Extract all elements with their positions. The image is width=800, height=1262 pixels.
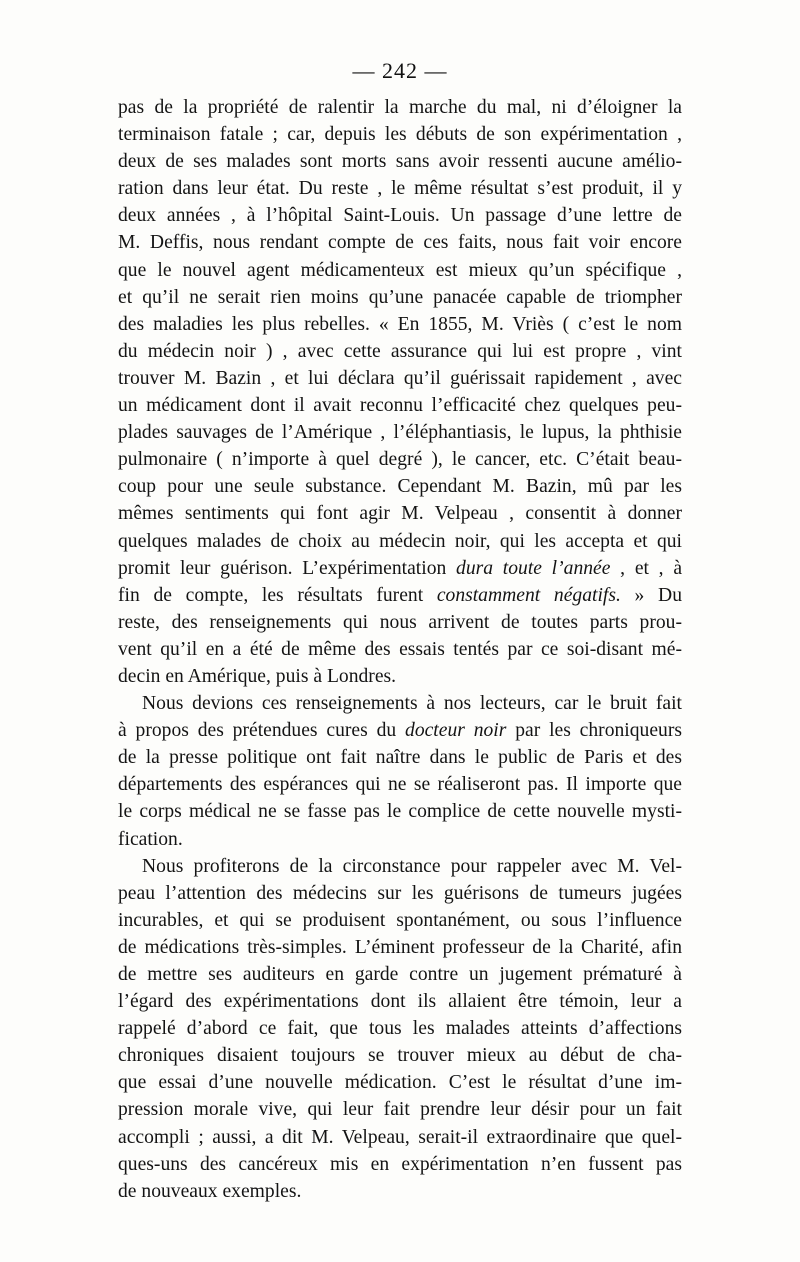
- text-line: quelques malades de choix au médecin noir, qui les accepta et qui: [118, 530, 682, 552]
- paragraph-2: [118, 690, 682, 853]
- text-line: du médecin noir ) , avec cette assurance qui lui est propre , vint: [118, 340, 682, 362]
- paragraph-3: [118, 853, 682, 1205]
- text-segment: , et , à: [610, 557, 683, 579]
- text-line: départements des espérances qui ne se réaliseront pas. Il importe que: [118, 774, 682, 796]
- text-line: pas de la propriété de ralentir la marche du mal, ni d’éloigner la: [118, 97, 682, 118]
- text-line: des maladies les plus rebelles. « En 1855, M. Vriès ( c’est le nom: [118, 313, 682, 335]
- text-line: decin en Amérique, puis à Londres.: [118, 665, 397, 687]
- text-line: fication.: [118, 828, 183, 850]
- text-line: mêmes sentiments qui font agir M. Velpeau , consentit à donner: [118, 503, 682, 525]
- text-line: deux de ses malades sont morts sans avoir ressenti aucune amélio-: [118, 151, 682, 173]
- text-line: deux années , à l’hôpital Saint-Louis. Un passage d’une lettre de: [118, 205, 682, 227]
- italic-text: constamment négatifs.: [436, 584, 621, 606]
- text-line: pulmonaire ( n’importe à quel degré ), le cancer, etc. C’était beau-: [118, 449, 682, 471]
- page-number: — 242 —: [352, 58, 448, 83]
- text-segment: fin de compte, les résultats furent: [118, 584, 437, 606]
- text-segment: promit leur guérison. L’expérimentation: [118, 557, 457, 579]
- text-line: peau l’attention des médecins sur les guérisons de tumeurs jugées: [118, 882, 682, 904]
- text-line: trouver M. Bazin , et lui déclara qu’il guérissait rapidement , avec: [118, 367, 682, 389]
- text-line: [118, 555, 682, 582]
- text-line: terminaison fatale ; car, depuis les débuts de son expérimentation ,: [118, 124, 682, 146]
- text-segment: par les chroniqueurs: [506, 720, 682, 742]
- text-line: et qu’il ne serait rien moins qu’une panacée capable de triompher: [118, 286, 682, 308]
- text-line: [118, 582, 682, 609]
- text-line: de nouveaux exemples.: [118, 1180, 302, 1202]
- text-line: de médications très-simples. L’éminent professeur de la Charité, afin: [118, 936, 682, 958]
- paragraph-1: [118, 94, 682, 690]
- text-line: vent qu’il en a été de même des essais tentés par ce soi-disant mé-: [118, 638, 682, 660]
- text-line: le corps médical ne se fasse pas le complice de cette nouvelle mysti-: [118, 801, 682, 823]
- text-line: rappelé d’abord ce fait, que tous les malades atteints d’affections: [118, 1018, 682, 1040]
- text-line: reste, des renseignements qui nous arrivent de toutes parts prou-: [118, 611, 682, 633]
- italic-text: dura toute l’année: [456, 557, 611, 579]
- text-line: ques-uns des cancéreux mis en expérimentation n’en fussent pas: [118, 1153, 682, 1175]
- text-line: pression morale vive, qui leur fait prendre leur désir pour un fait: [118, 1099, 682, 1121]
- italic-text: docteur noir: [405, 720, 507, 742]
- text-line: [118, 717, 682, 744]
- text-line: un médicament dont il avait reconnu l’efficacité chez quelques peu-: [118, 395, 682, 417]
- text-line: ration dans leur état. Du reste , le même résultat s’est produit, il y: [118, 178, 682, 200]
- text-line: incurables, et qui se produisent spontanément, ou sous l’influence: [118, 909, 682, 931]
- text-line: accompli ; aussi, a dit M. Velpeau, serait-il extraordinaire que quel-: [118, 1126, 682, 1148]
- text-line: de la presse politique ont fait naître dans le public de Paris et des: [118, 747, 682, 769]
- text-line: Nous profiterons de la circonstance pour rappeler avec M. Vel-: [142, 855, 682, 877]
- text-segment: à propos des prétendues cures du: [118, 720, 406, 742]
- text-line: M. Deffis, nous rendant compte de ces faits, nous fait voir encore: [118, 232, 682, 254]
- text-line: que essai d’une nouvelle médication. C’est le résultat d’une im-: [118, 1072, 682, 1094]
- text-line: chroniques disaient toujours se trouver mieux au début de cha-: [118, 1045, 682, 1067]
- body-text: [118, 94, 682, 1205]
- text-line: de mettre ses auditeurs en garde contre un jugement prématuré à: [118, 964, 682, 985]
- text-line: coup pour une seule substance. Cependant M. Bazin, mû par les: [118, 476, 682, 498]
- text-line: Nous devions ces renseignements à nos lecteurs, car le bruit fait: [142, 693, 682, 715]
- text-line: plades sauvages de l’Amérique , l’éléphantiasis, le lupus, la phthisie: [118, 422, 682, 444]
- text-line: l’égard des expérimentations dont ils allaient être témoin, leur a: [118, 991, 682, 1013]
- text-line: que le nouvel agent médicamenteux est mieux qu’un spécifique ,: [118, 259, 682, 281]
- text-segment: » Du: [620, 584, 682, 606]
